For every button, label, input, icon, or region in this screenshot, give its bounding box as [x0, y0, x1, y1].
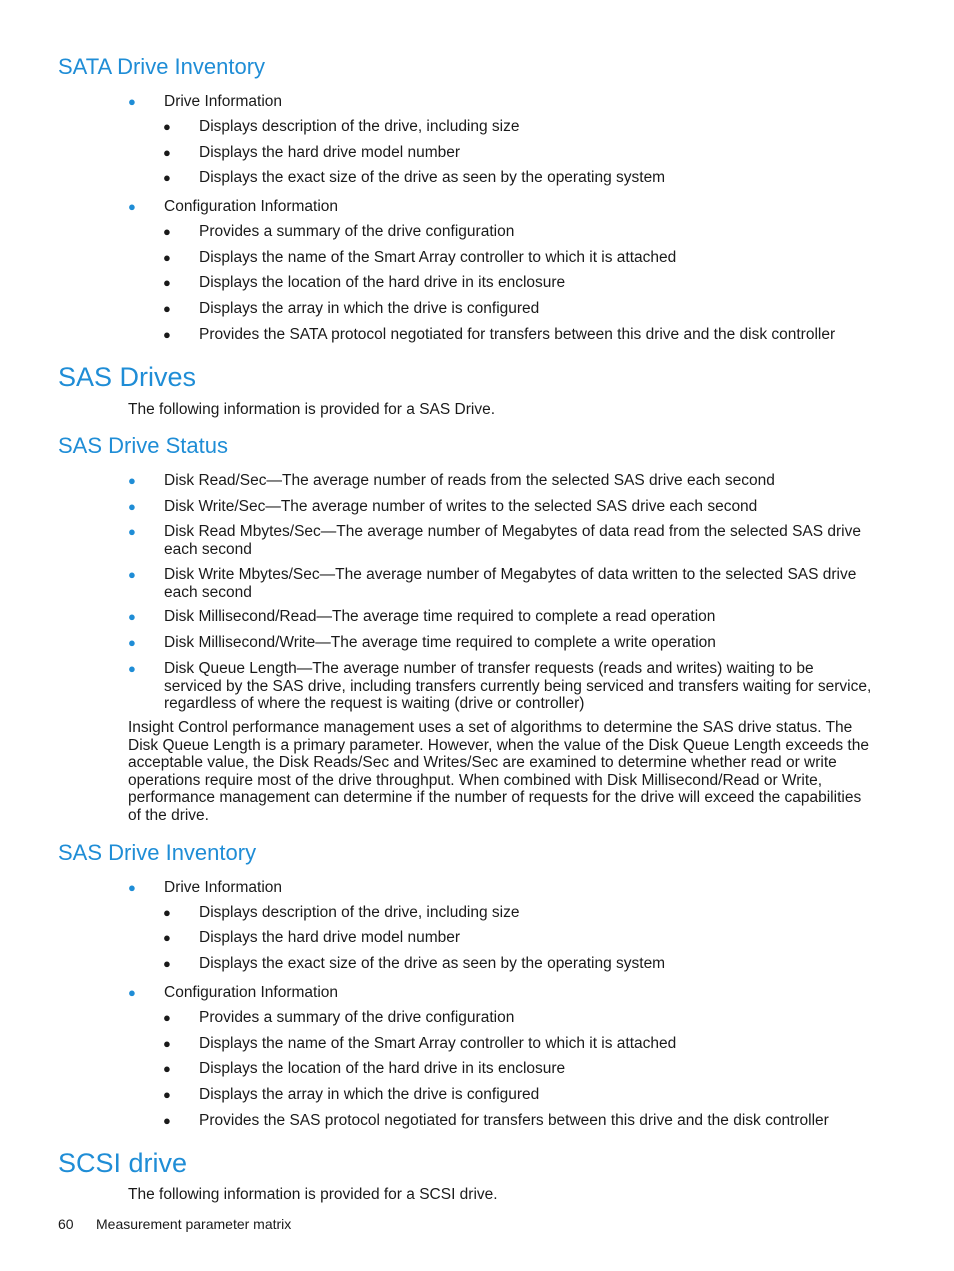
list-item-text: Displays description of the drive, including size [199, 904, 520, 921]
bullet-icon: ● [163, 301, 171, 316]
bullet-icon: ● [128, 985, 136, 1000]
list-item-text: Displays the location of the hard drive in its enclosure [199, 1060, 566, 1077]
list-item-text: Displays the location of the hard drive in its enclosure [199, 274, 566, 291]
bullet-icon: ● [163, 956, 171, 971]
footer-section-title: Measurement parameter matrix [96, 1216, 292, 1232]
bullet-icon: ● [128, 473, 136, 488]
list-item-label: Configuration Information [164, 984, 339, 1001]
bullet-icon: ● [163, 905, 171, 920]
list-item-text: Disk Read Mbytes/Sec—The average number of Megabytes of data read from the selected SAS drive each second [164, 523, 861, 558]
bullet-icon: ● [163, 1010, 171, 1025]
page-number: 60 [58, 1216, 74, 1232]
list-item-label: Drive Information [164, 879, 283, 896]
list-item-text: Provides the SAS protocol negotiated for transfers between this drive and the disk controller [199, 1112, 829, 1129]
list-item-text: Disk Millisecond/Write—The average time required to complete a write operation [164, 634, 716, 651]
list-item-text: Displays the hard drive model number [199, 144, 461, 161]
list-item-label: Configuration Information [164, 198, 339, 215]
bullet-icon: ● [163, 327, 171, 342]
list-item-text: Provides a summary of the drive configuration [199, 223, 515, 240]
page-footer [58, 1216, 291, 1233]
bullet-icon: ● [163, 170, 171, 185]
list-item-text: Displays the exact size of the drive as seen by the operating system [199, 169, 666, 186]
bullet-icon: ● [163, 145, 171, 160]
list-item-text: Disk Write/Sec—The average number of writes to the selected SAS drive each second [164, 498, 758, 515]
list-item-text: Displays the hard drive model number [199, 929, 461, 946]
bullet-icon: ● [128, 499, 136, 514]
bullet-icon: ● [163, 1061, 171, 1076]
sas-drives-heading: SAS Drives [58, 362, 197, 392]
scsi-heading: SCSI drive [58, 1148, 188, 1178]
bullet-icon: ● [163, 224, 171, 239]
list-item-text: Displays the name of the Smart Array controller to which it is attached [199, 249, 677, 266]
bullet-icon: ● [128, 94, 136, 109]
list-item-text: Displays the array in which the drive is configured [199, 300, 540, 317]
bullet-icon: ● [128, 524, 136, 539]
list-item-text: Displays description of the drive, including size [199, 118, 520, 135]
sas-drives-intro: The following information is provided for a SAS Drive. [128, 401, 495, 418]
list-item-text: Provides a summary of the drive configuration [199, 1009, 515, 1026]
scsi-intro: The following information is provided for a SCSI drive. [128, 1186, 498, 1203]
list-item-text: Disk Queue Length—The average number of transfer requests (reads and writes) waiting to be serviced by the SAS drive, including transfers currently being serviced and transfers waiting for service, regardless of where the request is waiting (drive or controller) [164, 660, 872, 713]
bullet-icon: ● [128, 609, 136, 624]
bullet-icon: ● [128, 199, 136, 214]
sas-status-heading: SAS Drive Status [58, 433, 228, 458]
sas-inventory-heading: SAS Drive Inventory [58, 840, 257, 865]
sas-status-paragraph: Insight Control performance management uses a set of algorithms to determine the SAS drive status. The Disk Queue Length is a primary parameter. However, when the value of the Disk Queue Length exceeds the acceptable value, the Disk Reads/Sec and Writes/Sec are examined to determine whether read or write operations require most of the drive throughput. When combined with Disk Millisecond/Read or Write, performance management can determine if the number of requests for the drive will exceed the capabilities of the drive. [128, 719, 869, 824]
bullet-icon: ● [163, 1113, 171, 1128]
bullet-icon: ● [163, 250, 171, 265]
list-item-label: Drive Information [164, 93, 283, 110]
list-item-text: Displays the exact size of the drive as seen by the operating system [199, 955, 666, 972]
bullet-icon: ● [128, 880, 136, 895]
bullet-icon: ● [128, 635, 136, 650]
bullet-icon: ● [163, 119, 171, 134]
bullet-icon: ● [163, 1087, 171, 1102]
list-item-text: Disk Millisecond/Read—The average time required to complete a read operation [164, 608, 716, 625]
list-item-text: Provides the SATA protocol negotiated for transfers between this drive and the disk controller [199, 326, 836, 343]
bullet-icon: ● [163, 1036, 171, 1051]
sata-inventory-heading: SATA Drive Inventory [58, 54, 266, 79]
list-item-text: Disk Read/Sec—The average number of reads from the selected SAS drive each second [164, 472, 775, 489]
list-item-text: Displays the array in which the drive is configured [199, 1086, 540, 1103]
bullet-icon: ● [163, 930, 171, 945]
list-item-text: Displays the name of the Smart Array controller to which it is attached [199, 1035, 677, 1052]
bullet-icon: ● [163, 275, 171, 290]
bullet-icon: ● [128, 567, 136, 582]
bullet-icon: ● [128, 661, 136, 676]
list-item-text: Disk Write Mbytes/Sec—The average number of Megabytes of data written to the selected SAS drive each second [164, 566, 857, 601]
